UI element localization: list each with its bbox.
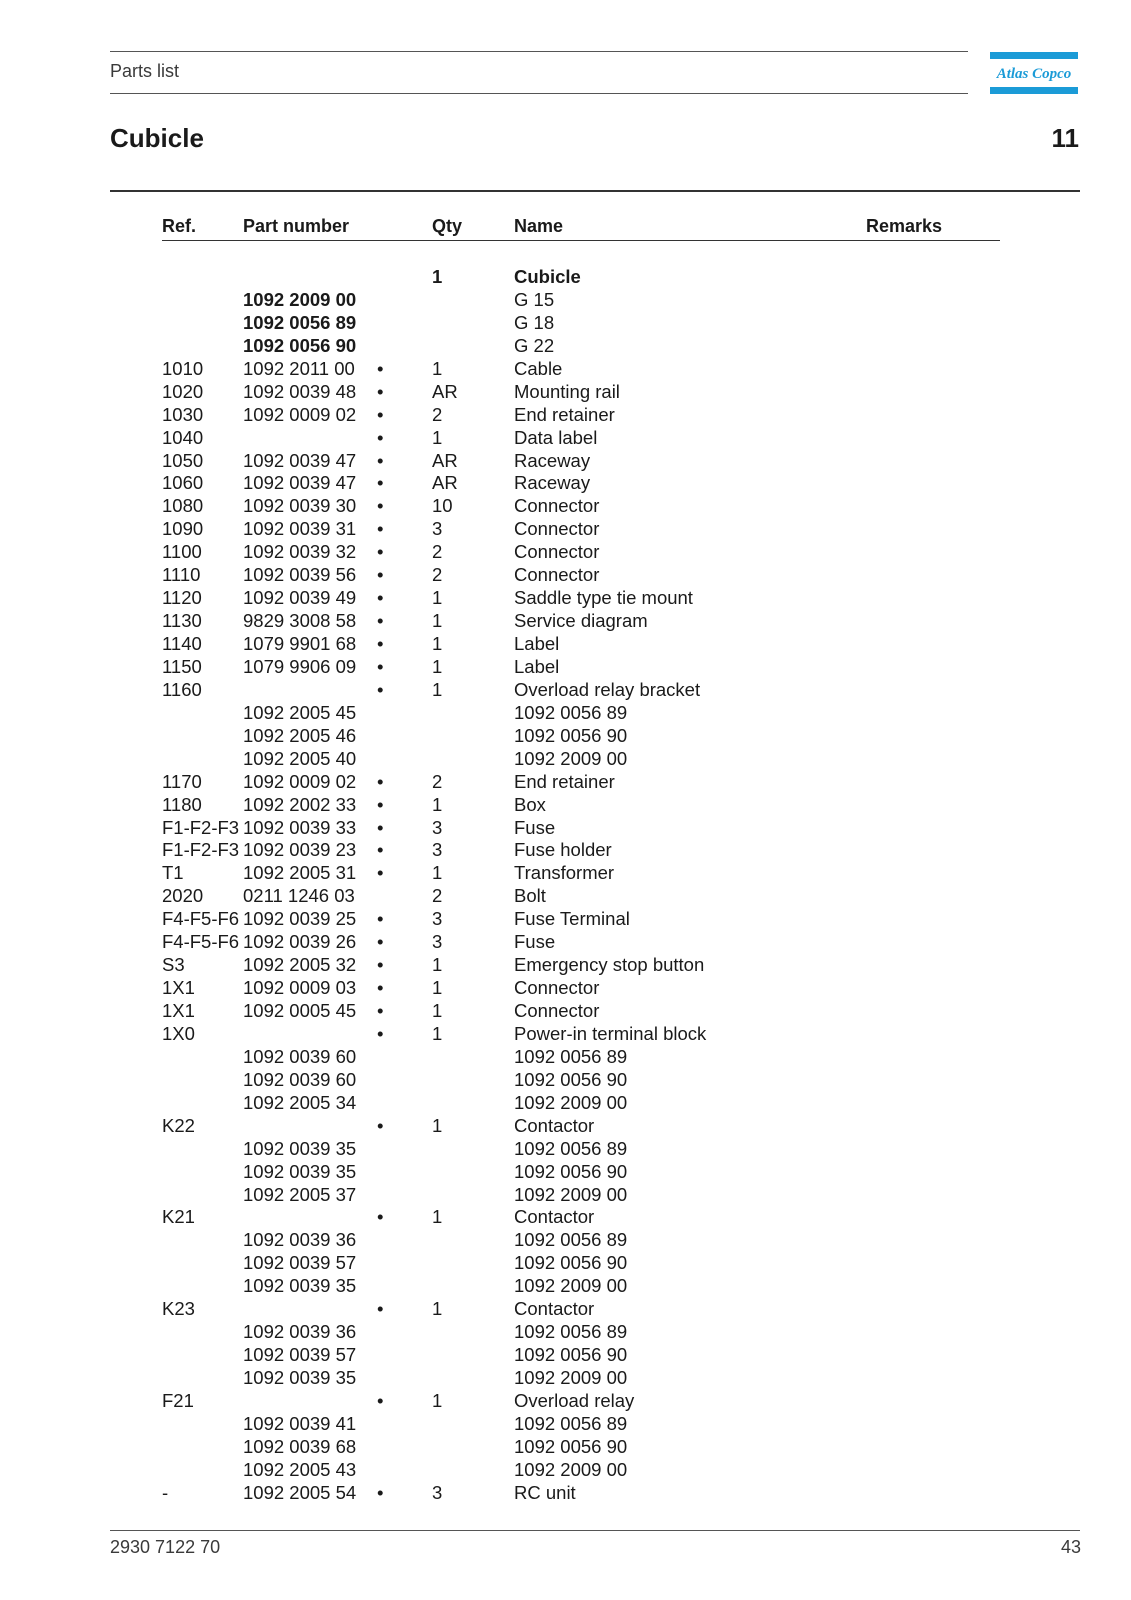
row-part-number: 1092 0009 02	[243, 403, 357, 425]
row-qty: 1	[432, 587, 443, 609]
section-rule	[110, 190, 1080, 192]
row-ref: S3	[162, 954, 185, 976]
row-name: Cubicle	[514, 266, 581, 287]
row-name: 1092 0056 89	[514, 1321, 628, 1343]
row-part-number: 1092 0039 36	[243, 1229, 357, 1251]
row-part-number: 1092 0039 49	[243, 587, 357, 609]
row-qty: 3	[432, 816, 443, 838]
row-name: Label	[514, 655, 560, 677]
row-part-number: 1092 2005 46	[243, 724, 357, 746]
row-marker: •	[377, 1022, 384, 1044]
row-ref: -	[162, 1481, 169, 1503]
column-header-name: Name	[514, 216, 564, 236]
row-part-number: 1092 0039 30	[243, 495, 357, 517]
row-name: Box	[514, 793, 546, 815]
row-part-number: 1079 9906 09	[243, 655, 357, 677]
row-qty: 2	[432, 770, 443, 792]
row-part-number: 1092 0039 47	[243, 449, 357, 471]
row-qty: 3	[432, 1481, 443, 1503]
row-qty: 1	[432, 862, 443, 884]
row-qty: 1	[432, 633, 443, 654]
row-ref: 1110	[162, 564, 201, 586]
row-qty: 3	[432, 908, 443, 930]
row-part-number: 1092 0039 47	[243, 472, 357, 494]
row-marker: •	[377, 426, 384, 448]
row-name: Mounting rail	[514, 380, 620, 402]
row-name: G 22	[514, 334, 555, 356]
svg-text:Atlas Copco: Atlas Copco	[996, 66, 1072, 82]
row-name: 1092 0056 90	[514, 1435, 628, 1457]
row-part-number: 1092 0039 26	[243, 931, 357, 953]
row-name: End retainer	[514, 770, 615, 792]
row-qty: 1	[432, 1114, 443, 1136]
row-qty: 3	[432, 518, 443, 540]
column-header-part-number: Part number	[243, 216, 350, 236]
row-ref: T1	[162, 862, 184, 884]
row-part-number: 1092 2005 37	[243, 1183, 357, 1205]
row-part-number: 1092 0039 48	[243, 380, 357, 402]
row-part-number: 1092 0056 89	[243, 311, 357, 333]
row-part-number: 1092 2011 00	[243, 357, 355, 379]
row-ref: F21	[162, 1389, 194, 1411]
row-qty: 2	[432, 564, 443, 586]
row-qty: 1	[432, 357, 443, 379]
row-part-number: 1092 0039 35	[243, 1160, 357, 1182]
row-name: 1092 2009 00	[514, 1275, 628, 1297]
row-name: 1092 2009 00	[514, 1091, 628, 1113]
row-marker: •	[377, 770, 384, 792]
header-top-rule	[110, 51, 968, 52]
row-name: 1092 0056 89	[514, 1045, 628, 1067]
row-name: Cable	[514, 357, 563, 379]
row-name: Contactor	[514, 1114, 595, 1136]
brand-logo-graphic	[990, 52, 1078, 94]
running-title: Parts list	[110, 61, 180, 81]
row-qty: 1	[432, 678, 443, 700]
row-name: Connector	[514, 495, 600, 517]
row-name: 1092 2009 00	[514, 1183, 628, 1205]
row-part-number: 1092 0039 68	[243, 1435, 357, 1457]
row-ref: 1X1	[162, 1000, 195, 1021]
row-part-number: 1092 0009 03	[243, 977, 357, 999]
table-header-rule	[162, 240, 1000, 241]
row-qty: 3	[432, 839, 443, 861]
row-name: 1092 0056 90	[514, 1344, 628, 1366]
row-part-number: 1092 2005 34	[243, 1091, 357, 1113]
row-marker: •	[377, 862, 384, 884]
row-marker: •	[377, 908, 384, 930]
row-name: Connector	[514, 977, 600, 999]
row-ref: 1X1	[162, 977, 195, 999]
row-name: 1092 0056 90	[514, 1252, 628, 1274]
row-name: Connector	[514, 541, 600, 563]
row-name: 1092 2009 00	[514, 1458, 628, 1480]
row-part-number: 1092 2005 54	[243, 1481, 357, 1503]
row-part-number: 1092 0005 45	[243, 1000, 357, 1021]
row-name: Emergency stop button	[514, 954, 705, 976]
row-part-number: 1092 0056 90	[243, 334, 357, 356]
row-part-number: 1092 0039 36	[243, 1321, 357, 1343]
row-marker: •	[377, 1114, 384, 1136]
row-name: 1092 2009 00	[514, 1367, 628, 1388]
row-part-number: 1092 2005 45	[243, 701, 357, 723]
row-ref: K21	[162, 1206, 195, 1228]
row-ref: 1120	[162, 587, 202, 609]
row-qty: 1	[432, 1389, 443, 1411]
row-part-number: 1092 2002 33	[243, 793, 357, 815]
row-marker: •	[377, 839, 384, 861]
row-marker: •	[377, 1481, 384, 1503]
row-ref: K22	[162, 1114, 195, 1136]
row-name: 1092 0056 89	[514, 701, 628, 723]
row-part-number: 1092 0009 02	[243, 770, 357, 792]
row-name: 1092 0056 90	[514, 724, 628, 746]
row-part-number: 0211 1246 03	[243, 885, 355, 907]
row-marker: •	[377, 1000, 384, 1021]
row-qty: 1	[432, 1298, 443, 1320]
row-part-number: 1092 0039 32	[243, 541, 357, 563]
row-name: Raceway	[514, 449, 591, 471]
row-name: Fuse	[514, 816, 556, 838]
row-name: Connector	[514, 518, 600, 540]
row-name: 1092 0056 89	[514, 1412, 628, 1434]
row-marker: •	[377, 518, 384, 540]
row-qty: 1	[432, 266, 443, 287]
row-part-number: 1092 0039 41	[243, 1412, 357, 1434]
row-part-number: 1092 2005 40	[243, 747, 357, 769]
row-ref: 2020	[162, 885, 204, 907]
row-ref: 1080	[162, 495, 204, 517]
row-part-number: 1092 0039 60	[243, 1045, 357, 1067]
row-marker: •	[377, 793, 384, 815]
row-part-number: 1092 2009 00	[243, 288, 357, 310]
row-name: Overload relay	[514, 1389, 635, 1411]
row-ref: 1060	[162, 472, 204, 494]
row-name: Transformer	[514, 862, 615, 884]
header-bottom-rule	[110, 93, 968, 94]
row-ref: F1-F2-F3	[162, 816, 240, 838]
column-header-qty: Qty	[432, 216, 463, 236]
row-ref: 1180	[162, 793, 202, 815]
row-part-number: 1092 0039 35	[243, 1137, 357, 1159]
column-header-ref: Ref.	[162, 216, 197, 236]
row-marker: •	[377, 931, 384, 953]
row-name: End retainer	[514, 403, 615, 425]
document-number: 2930 7122 70	[110, 1537, 221, 1557]
row-part-number: 1092 2005 32	[243, 954, 357, 976]
row-marker: •	[377, 472, 384, 494]
row-ref: 1170	[162, 770, 202, 792]
row-name: Fuse Terminal	[514, 908, 630, 930]
row-qty: 1	[432, 793, 443, 815]
row-part-number: 1092 0039 25	[243, 908, 357, 930]
row-qty: AR	[432, 449, 458, 471]
row-name: 1092 0056 89	[514, 1137, 628, 1159]
row-part-number: 1092 0039 56	[243, 564, 357, 586]
row-marker: •	[377, 541, 384, 563]
page-number: 43	[1060, 1537, 1081, 1557]
row-part-number: 1092 0039 60	[243, 1068, 357, 1090]
row-ref: 1140	[162, 633, 202, 654]
row-qty: 1	[432, 977, 443, 999]
row-name: Contactor	[514, 1206, 595, 1228]
row-marker: •	[377, 1389, 384, 1411]
row-ref: F4-F5-F6	[162, 908, 240, 930]
row-name: Power-in terminal block	[514, 1022, 707, 1044]
row-ref: 1100	[162, 541, 202, 563]
row-name: G 18	[514, 311, 555, 333]
row-qty: 1	[432, 426, 443, 448]
row-marker: •	[377, 495, 384, 517]
row-marker: •	[377, 564, 384, 586]
row-name: Connector	[514, 564, 600, 586]
row-ref: 1050	[162, 449, 204, 471]
row-ref: 1030	[162, 403, 204, 425]
footer-rule	[110, 1530, 1080, 1531]
row-name: Service diagram	[514, 610, 648, 632]
row-name: G 15	[514, 288, 555, 310]
row-marker: •	[377, 403, 384, 425]
row-marker: •	[377, 977, 384, 999]
row-name: Overload relay bracket	[514, 678, 701, 700]
section-number: 11	[1051, 123, 1079, 153]
row-qty: 1	[432, 655, 443, 677]
row-part-number: 1092 0039 31	[243, 518, 357, 540]
brand-logo	[990, 52, 1078, 94]
row-marker: •	[377, 655, 384, 677]
row-ref: F4-F5-F6	[162, 931, 240, 953]
row-part-number: 1079 9901 68	[243, 633, 357, 654]
row-name: 1092 0056 90	[514, 1160, 628, 1182]
column-header-remarks: Remarks	[866, 216, 943, 236]
row-part-number: 1092 0039 35	[243, 1275, 357, 1297]
row-name: RC unit	[514, 1481, 576, 1503]
row-name: Fuse holder	[514, 839, 612, 861]
row-name: Contactor	[514, 1298, 595, 1320]
row-qty: 2	[432, 541, 443, 563]
row-ref: 1X0	[162, 1022, 195, 1044]
row-ref: 1130	[162, 610, 202, 632]
row-qty: 1	[432, 954, 443, 976]
row-ref: K23	[162, 1298, 195, 1320]
row-marker: •	[377, 587, 384, 609]
row-marker: •	[377, 678, 384, 700]
row-marker: •	[377, 610, 384, 632]
row-qty: 2	[432, 403, 443, 425]
row-name: 1092 0056 89	[514, 1229, 628, 1251]
row-ref: 1040	[162, 426, 204, 448]
row-qty: 1	[432, 1022, 443, 1044]
row-marker: •	[377, 1206, 384, 1228]
row-part-number: 9829 3008 58	[243, 610, 357, 632]
row-marker: •	[377, 449, 384, 471]
row-marker: •	[377, 816, 384, 838]
row-marker: •	[377, 1298, 384, 1320]
row-ref: 1160	[162, 678, 202, 700]
row-ref: 1010	[162, 357, 204, 379]
row-name: 1092 0056 90	[514, 1068, 628, 1090]
row-name: Bolt	[514, 885, 546, 907]
row-qty: AR	[432, 380, 458, 402]
row-marker: •	[377, 633, 384, 654]
row-part-number: 1092 0039 57	[243, 1344, 357, 1366]
row-marker: •	[377, 380, 384, 402]
row-ref: 1150	[162, 655, 202, 677]
row-ref: F1-F2-F3	[162, 839, 240, 861]
row-ref: 1020	[162, 380, 204, 402]
row-name: Fuse	[514, 931, 556, 953]
row-name: Raceway	[514, 472, 591, 494]
row-ref: 1090	[162, 518, 204, 540]
row-part-number: 1092 0039 57	[243, 1252, 357, 1274]
row-qty: AR	[432, 472, 458, 494]
row-name: Connector	[514, 1000, 600, 1021]
section-title: Cubicle	[110, 123, 204, 153]
row-name: 1092 2009 00	[514, 747, 628, 769]
row-qty: 10	[432, 495, 453, 517]
row-qty: 2	[432, 885, 443, 907]
row-part-number: 1092 2005 43	[243, 1458, 357, 1480]
row-qty: 1	[432, 610, 443, 632]
row-name: Saddle type tie mount	[514, 587, 693, 609]
row-qty: 1	[432, 1206, 443, 1228]
row-marker: •	[377, 954, 384, 976]
row-part-number: 1092 0039 35	[243, 1367, 357, 1388]
row-qty: 3	[432, 931, 443, 953]
row-part-number: 1092 0039 23	[243, 839, 357, 861]
row-part-number: 1092 0039 33	[243, 816, 357, 838]
row-qty: 1	[432, 1000, 443, 1021]
row-marker: •	[377, 357, 384, 379]
row-part-number: 1092 2005 31	[243, 862, 357, 884]
row-name: Data label	[514, 426, 598, 448]
row-name: Label	[514, 633, 560, 654]
